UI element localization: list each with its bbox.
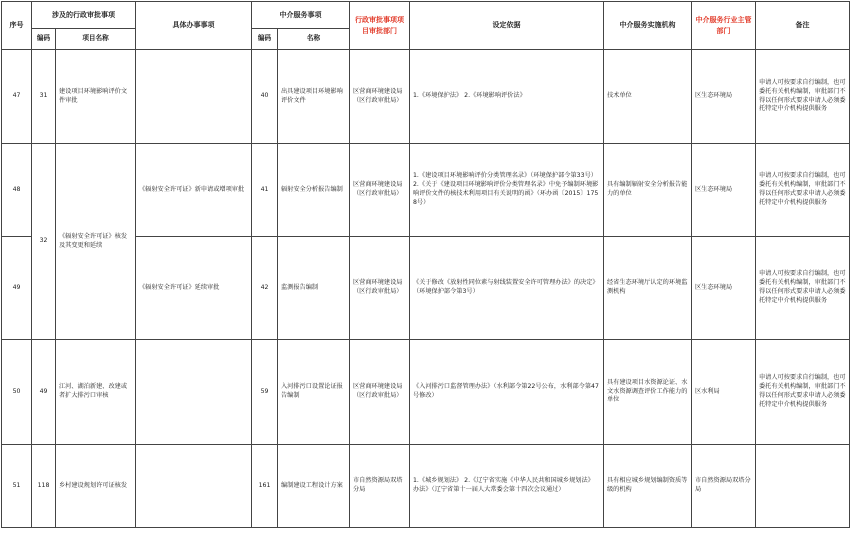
- cell-agency-code: 40: [252, 50, 278, 144]
- cell-impl-org: 经省生态环境厅认定的环境监测机构: [604, 237, 692, 340]
- cell-remarks: 申请人可按要求自行编制，也可委托有关机构编制，审批部门不得以任何形式要求申请人必须委托特定中介机构提供服务: [756, 340, 850, 445]
- cell-impl-org: 技术单位: [604, 50, 692, 144]
- header-approval-dept: 行政审批事项项目审批部门: [350, 2, 410, 50]
- cell-approval-dept: 区营商环境建设局（区行政审批局）: [350, 50, 410, 144]
- header-agency-group: 中介服务事项: [252, 2, 350, 29]
- header-specific-items: 具体办事事项: [136, 2, 252, 50]
- cell-agency-name: 辐射安全分析报告编制: [278, 144, 350, 237]
- cell-specific: [136, 340, 252, 445]
- table-row: [2, 50, 850, 144]
- cell-basis: 1.《环境保护法》 2.《环境影响评价法》: [410, 50, 604, 144]
- header-admin-group: 涉及的行政审批事项: [32, 2, 136, 29]
- cell-industry-dept: 区生态环境局: [692, 144, 756, 237]
- header-remarks: 备注: [756, 2, 850, 50]
- cell-agency-name: 监测报告编制: [278, 237, 350, 340]
- cell-agency-name: 编制建设工程设计方案: [278, 445, 350, 528]
- cell-impl-org: 具有相应城乡规划编制资质等级的机构: [604, 445, 692, 528]
- header-agency-code: 编码: [252, 29, 278, 50]
- cell-impl-org: 具有建设项目水资源论证、水文水资源调查评价工作能力的单位: [604, 340, 692, 445]
- cell-basis: 《关于修改《放射性同位素与射线装置安全许可管理办法》的决定》（环境保护部令第3号）: [410, 237, 604, 340]
- cell-item-name-merged: 《辐射安全许可证》核发及其变更和延续: [56, 144, 136, 340]
- cell-industry-dept: 区生态环境局: [692, 50, 756, 144]
- cell-remarks: 申请人可按要求自行编制，也可委托有关机构编制，审批部门不得以任何形式要求申请人必须委托特定中介机构提供服务: [756, 237, 850, 340]
- cell-seq: 49: [2, 237, 32, 340]
- cell-seq: 48: [2, 144, 32, 237]
- header-impl-org: 中介服务实施机构: [604, 2, 692, 50]
- cell-specific: [136, 445, 252, 528]
- cell-specific: 《辐射安全许可证》延续审批: [136, 237, 252, 340]
- cell-approval-dept: 区营商环境建设局（区行政审批局）: [350, 237, 410, 340]
- cell-seq: 51: [2, 445, 32, 528]
- header-basis: 设定依据: [410, 2, 604, 50]
- cell-approval-dept: 区营商环境建设局（区行政审批局）: [350, 144, 410, 237]
- cell-impl-org: 具有编制辐射安全分析报告能力的单位: [604, 144, 692, 237]
- header-agency-name: 名称: [278, 29, 350, 50]
- cell-item-name: 江河、湖泊新建、改建或者扩大排污口审核: [56, 340, 136, 445]
- header-industry-dept: 中介服务行业主管部门: [692, 2, 756, 50]
- cell-approval-dept: 区营商环境建设局（区行政审批局）: [350, 340, 410, 445]
- cell-remarks: [756, 445, 850, 528]
- cell-agency-name: 出具建设项目环境影响评价文件: [278, 50, 350, 144]
- cell-agency-code: 41: [252, 144, 278, 237]
- header-seq: 序号: [2, 2, 32, 50]
- cell-basis: 1.《城乡规划法》 2.《辽宁省实施《中华人民共和国城乡规划法》办法》（辽宁省第十一届人大常委会第十四次会议通过）: [410, 445, 604, 528]
- cell-code-merged: 32: [32, 144, 56, 340]
- header-code: 编码: [32, 29, 56, 50]
- cell-item-name: 建设项目环境影响评价文件审批: [56, 50, 136, 144]
- cell-agency-code: 59: [252, 340, 278, 445]
- table-row: [2, 340, 850, 445]
- cell-basis: 1.《建设项目环境影响评价分类管理名录》（环境保护部令第33号） 2.《关于《建设项目环境影响评价分类管理名录》中免予编制环境影响评价文件的核技术利用项目有关说明的函》（环办函〔2015〕1758号）: [410, 144, 604, 237]
- cell-industry-dept: 区水利局: [692, 340, 756, 445]
- cell-item-name: 乡村建设规划许可证核发: [56, 445, 136, 528]
- cell-approval-dept: 市自然资源局双塔分局: [350, 445, 410, 528]
- cell-basis: 《入河排污口监督管理办法》（水利部令第22号公布，水利部令第47号修改）: [410, 340, 604, 445]
- table-row: [2, 445, 850, 528]
- cell-agency-code: 161: [252, 445, 278, 528]
- cell-seq: 50: [2, 340, 32, 445]
- cell-remarks: 申请人可按要求自行编制，也可委托有关机构编制，审批部门不得以任何形式要求申请人必须委托特定中介机构提供服务: [756, 144, 850, 237]
- cell-agency-code: 42: [252, 237, 278, 340]
- header-item-name: 项目名称: [56, 29, 136, 50]
- cell-code: 31: [32, 50, 56, 144]
- table-row: [2, 144, 850, 237]
- cell-agency-name: 入河排污口设置论证报告编制: [278, 340, 350, 445]
- cell-code: 118: [32, 445, 56, 528]
- cell-specific: [136, 50, 252, 144]
- cell-remarks: 申请人可按要求自行编制，也可委托有关机构编制，审批部门不得以任何形式要求申请人必须委托特定中介机构提供服务: [756, 50, 850, 144]
- cell-industry-dept: 区生态环境局: [692, 237, 756, 340]
- service-table: [1, 1, 850, 528]
- cell-industry-dept: 市自然资源局双塔分局: [692, 445, 756, 528]
- header-row-1: [2, 2, 850, 29]
- cell-specific: 《辐射安全许可证》新申请或增项审批: [136, 144, 252, 237]
- cell-seq: 47: [2, 50, 32, 144]
- cell-code: 49: [32, 340, 56, 445]
